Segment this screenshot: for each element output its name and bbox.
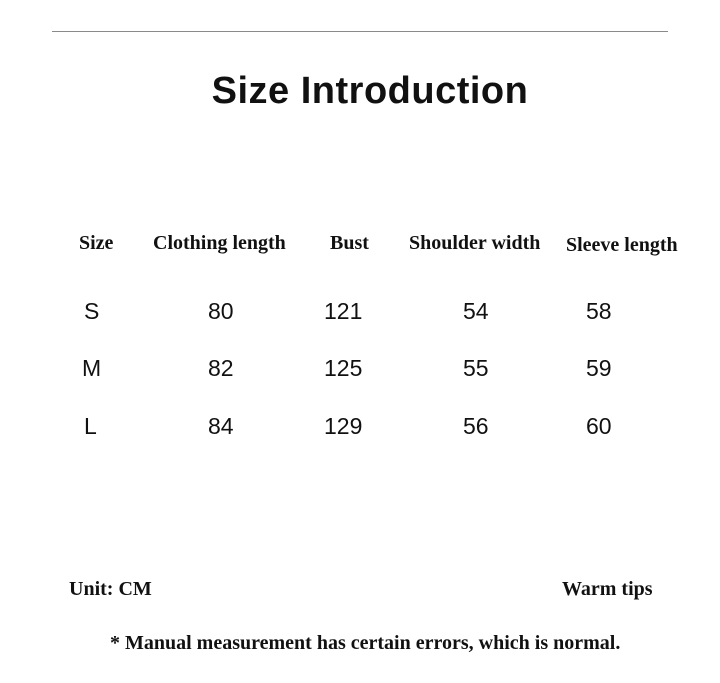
table-cell-sleeve-length: 58 xyxy=(586,298,612,324)
table-cell-size: S xyxy=(84,298,100,324)
header-clothing-length: Clothing length xyxy=(153,232,286,254)
table-cell-size: L xyxy=(84,413,97,439)
table-cell-clothing-length: 80 xyxy=(208,298,234,324)
table-cell-shoulder-width: 56 xyxy=(463,413,489,439)
table-cell-sleeve-length: 60 xyxy=(586,413,612,439)
unit-label: Unit: CM xyxy=(69,578,152,600)
warm-tips-label: Warm tips xyxy=(562,578,653,600)
table-cell-bust: 129 xyxy=(324,413,363,439)
table-cell-size: M xyxy=(82,355,102,381)
page-title: Size Introduction xyxy=(211,70,529,112)
table-cell-clothing-length: 84 xyxy=(208,413,234,439)
table-cell-bust: 125 xyxy=(324,355,363,381)
header-size: Size xyxy=(79,232,114,254)
top-divider xyxy=(52,31,668,32)
table-cell-shoulder-width: 55 xyxy=(463,355,489,381)
header-bust: Bust xyxy=(330,232,369,254)
header-sleeve-length: Sleeve length xyxy=(566,234,678,256)
header-shoulder-width: Shoulder width xyxy=(409,232,541,254)
table-cell-sleeve-length: 59 xyxy=(586,355,612,381)
table-cell-clothing-length: 82 xyxy=(208,355,234,381)
table-cell-shoulder-width: 54 xyxy=(463,298,489,324)
table-cell-bust: 121 xyxy=(324,298,363,324)
measurement-note: * Manual measurement has certain errors, which is normal. xyxy=(110,632,621,654)
